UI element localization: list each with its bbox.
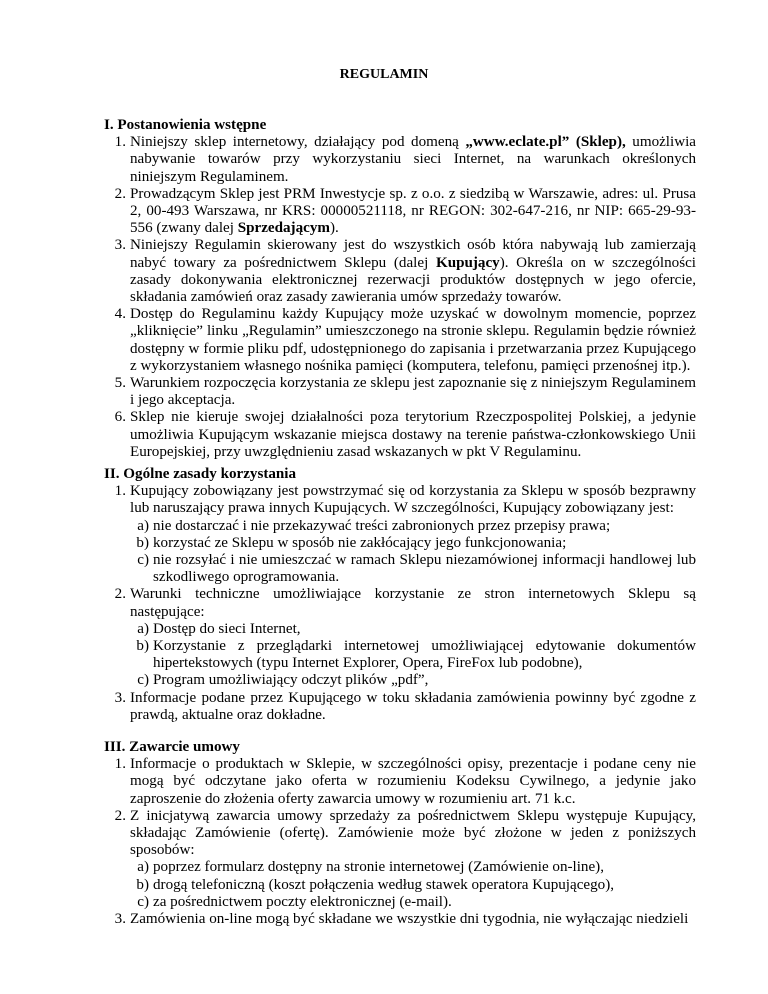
item-text: Dostęp do Regulaminu każdy Kupujący może uzyskać w dowolnym momencie, poprzez „kliknięcie” linku „Regulamin” umieszczonego na stronie sklepu. Regulamin będzie również dostępny w formie pliku pdf, udostępnionego do zapisania i przetwarzania przez Kupującego z wykorzystaniem własnego nośnika pamięci (komputera, telefonu, pamięci przenośnej itp.). xyxy=(130,306,696,374)
sub-item-letter: b) xyxy=(136,876,149,893)
sub-list-item xyxy=(123,621,696,638)
section-postanowienia-wstepne xyxy=(104,117,696,461)
section-item-list xyxy=(104,756,696,928)
section-heading: III. Zawarcie umowy xyxy=(104,739,240,755)
shop-domain: „www.eclate.pl” (Sklep), xyxy=(465,134,626,151)
sub-item-letter: b) xyxy=(136,534,149,551)
item-number: 1. xyxy=(114,756,126,773)
item-number: 2. xyxy=(114,807,126,824)
section-ogolne-zasady xyxy=(104,466,696,724)
item-number: 6. xyxy=(114,409,126,426)
item-text: ). Określa on w szczególności zasady dokonywania elektronicznej rezerwacji produktów dostępnych w jego ofercie, składania zamówień oraz zasady zawierania umów sprzedaży towarów. xyxy=(130,254,696,306)
sub-item-text: Program umożliwiający odczyt plików „pdf”, xyxy=(153,672,429,689)
sub-item-text: korzystać ze Sklepu w sposób nie zakłócający jego funkcjonowania; xyxy=(153,534,567,551)
sub-list-item xyxy=(123,859,696,876)
sub-list-item xyxy=(123,552,696,586)
sub-list-item xyxy=(123,638,696,672)
sub-list xyxy=(130,518,696,587)
list-item xyxy=(104,237,696,306)
document-title: REGULAMIN xyxy=(339,67,429,82)
item-number: 3. xyxy=(114,689,126,706)
sub-item-letter: a) xyxy=(137,620,149,637)
item-number: 3. xyxy=(114,237,126,254)
sub-list-item xyxy=(123,518,696,535)
list-item xyxy=(104,586,696,689)
list-item xyxy=(104,756,696,808)
section-zawarcie-umowy xyxy=(104,739,696,928)
sub-item-letter: c) xyxy=(137,893,149,910)
item-text: Informacje o produktach w Sklepie, w szczególności opisy, prezentacje i podane ceny nie mogą być odczytane jako oferta w rozumieniu Kodeksu Cywilnego, a jedynie jako zaproszenie do złożenia oferty zawarcia umowy w rozumieniu art. 71 k.c. xyxy=(130,756,696,807)
item-text: Niniejszy sklep internetowy, działający pod domeną xyxy=(130,134,466,151)
list-item xyxy=(104,409,696,461)
item-text: Prowadzącym Sklep jest PRM Inwestycje sp. z o.o. z siedzibą w Warszawie, adres: ul. Prusa 2, 00-493 Warszawa, nr KRS: 00000521118, nr REGON: 302-647-216, nr NIP: 665-29-93-556 (zwany dalej xyxy=(130,185,696,237)
item-text: Kupujący zobowiązany jest powstrzymać się od korzystania za Sklepu w sposób bezprawny lub naruszający prawa innych Kupujących. W szczególności, Kupujący zobowiązany jest: xyxy=(130,483,696,517)
section-item-list xyxy=(104,134,696,461)
list-item xyxy=(104,911,696,928)
item-number: 1. xyxy=(114,134,126,151)
sub-item-letter: c) xyxy=(137,672,149,689)
item-number: 2. xyxy=(114,185,126,202)
list-item xyxy=(104,808,696,911)
sub-item-text: Dostęp do sieci Internet, xyxy=(153,620,301,637)
item-text: umożliwia nabywanie towarów przy wykorzystaniu sieci Internet, na warunkach określonych niniejszym Regulaminem. xyxy=(130,134,696,185)
item-number: 3. xyxy=(114,911,126,928)
item-text: Z inicjatywą zawarcia umowy sprzedaży za pośrednictwem Sklepu występuje Kupujący, składając Zamówienie (ofertę). Zamówienie może być złożone w jeden z poniższych sposobów: xyxy=(130,807,696,859)
item-text: Sklep nie kieruje swojej działalności poza terytorium Rzeczpospolitej Polskiej, a jedynie umożliwia Kupującym wskazanie miejsca dostawy na terenie państwa-członkowskiego Unii Europejskiej, przy uwzględnieniu zasad wskazanych w pkt V Regulaminu. xyxy=(130,409,696,460)
item-number: 1. xyxy=(114,483,126,500)
defined-term: Kupujący xyxy=(435,254,500,271)
sub-list-item xyxy=(123,894,696,911)
sub-item-text: za pośrednictwem poczty elektronicznej (e-mail). xyxy=(153,893,452,910)
list-item xyxy=(104,690,696,724)
sub-item-letter: a) xyxy=(137,859,149,876)
sub-item-text: drogą telefoniczną (koszt połączenia według stawek operatora Kupującego), xyxy=(153,876,614,893)
sub-list-item xyxy=(123,672,696,689)
item-text: Niniejszy Regulamin skierowany jest do wszystkich osób która nabywają lub zamierzają nabyć towary za pośrednictwem Sklepu (dalej xyxy=(130,237,696,271)
item-number: 5. xyxy=(114,375,126,392)
list-item xyxy=(104,483,696,586)
sub-list-item xyxy=(123,535,696,552)
item-text: Warunki techniczne umożliwiające korzystanie ze stron internetowych Sklepu są następujące: xyxy=(130,586,696,620)
section-item-list xyxy=(104,483,696,724)
item-number: 4. xyxy=(114,306,126,323)
defined-term: Sprzedającym xyxy=(237,220,330,237)
sub-item-text: poprzez formularz dostępny na stronie internetowej (Zamówienie on-line), xyxy=(153,859,604,876)
sub-item-text: nie dostarczać i nie przekazywać treści zabronionych przez przepisy prawa; xyxy=(153,517,611,534)
sub-item-letter: a) xyxy=(137,517,149,534)
section-heading: II. Ogólne zasady korzystania xyxy=(104,466,297,482)
item-text: Zamówienia on-line mogą być składane we wszystkie dni tygodnia, nie wyłączając niedzieli xyxy=(130,911,689,928)
sub-item-text: nie rozsyłać i nie umieszczać w ramach Sklepu niezamówionej informacji handlowej lub szkodliwego oprogramowania. xyxy=(153,552,696,586)
sub-list xyxy=(130,859,696,911)
section-heading: I. Postanowienia wstępne xyxy=(104,117,267,133)
list-item xyxy=(104,186,696,238)
item-text: Informacje podane przez Kupującego w toku składania zamówienia powinny być zgodne z prawdą, aktualne oraz dokładne. xyxy=(130,689,696,723)
list-item xyxy=(104,375,696,409)
sub-item-letter: c) xyxy=(137,552,149,569)
sub-item-text: Korzystanie z przeglądarki internetowej umożliwiającej edytowanie dokumentów hipertekstowych (typu Internet Explorer, Opera, FireFox lub podobne), xyxy=(153,638,696,672)
sub-list xyxy=(130,621,696,690)
list-item xyxy=(104,306,696,375)
sub-item-letter: b) xyxy=(136,638,149,655)
item-text: ). xyxy=(329,220,339,237)
item-text: Warunkiem rozpoczęcia korzystania ze sklepu jest zapoznanie się z niniejszym Regulaminem i jego akceptacja. xyxy=(130,375,696,409)
item-number: 2. xyxy=(114,586,126,603)
sub-list-item xyxy=(123,877,696,894)
list-item xyxy=(104,134,696,186)
